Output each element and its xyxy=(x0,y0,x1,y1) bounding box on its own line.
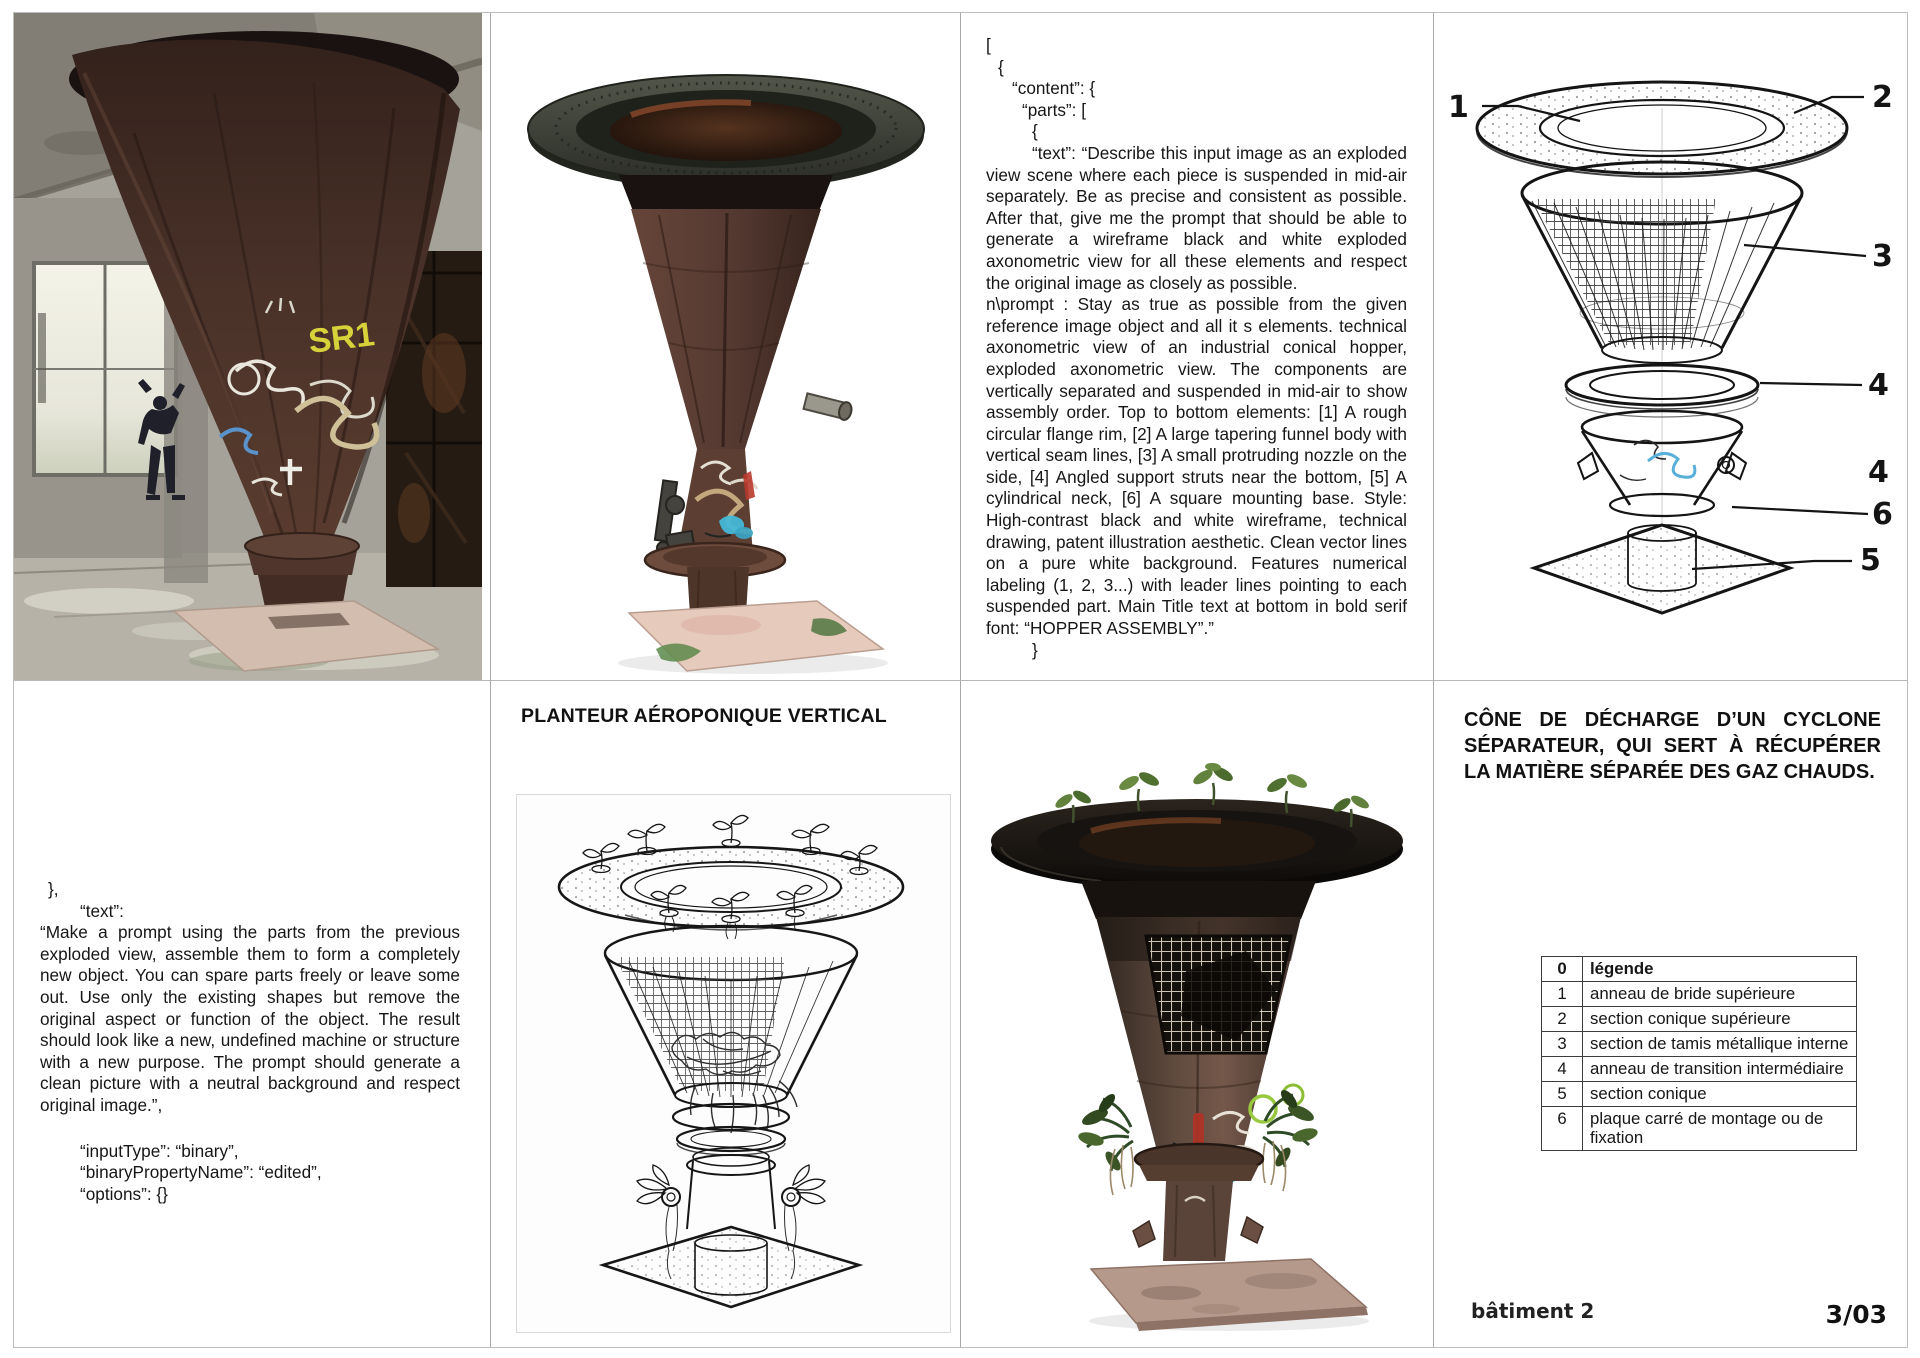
legend-row-number: 2 xyxy=(1542,1007,1583,1032)
planteur-drawing-frame xyxy=(516,794,951,1333)
original-photo-illustration xyxy=(14,13,482,680)
legend-row xyxy=(1542,1107,1857,1151)
callout-4b: 4 xyxy=(1868,455,1889,490)
planter-base-photo xyxy=(1089,1259,1369,1331)
page xyxy=(13,12,1908,1348)
callout-6: 6 xyxy=(1872,497,1893,532)
legend-header-number: 0 xyxy=(1542,957,1583,982)
json-line: “content”: { xyxy=(1012,78,1096,99)
json-line: “text”: xyxy=(80,900,124,921)
planter-collar xyxy=(1081,881,1316,919)
footer-page-number: 3/03 xyxy=(1825,1300,1887,1329)
legend-row-number: 4 xyxy=(1542,1057,1583,1082)
panel-planteur xyxy=(491,681,961,1347)
json-line: “parts”: [ xyxy=(1022,99,1086,120)
panel-planter-photo xyxy=(961,681,1434,1347)
json-line: } xyxy=(1032,639,1038,660)
base-plate xyxy=(618,601,888,674)
planteur-title: PLANTEUR AÉROPONIQUE VERTICAL xyxy=(521,705,887,727)
legend-row xyxy=(1542,1032,1857,1057)
legend-row xyxy=(1542,1082,1857,1107)
legend-row xyxy=(1542,1007,1857,1032)
planter-photo-illustration xyxy=(961,681,1433,1346)
panel-prompt-json xyxy=(961,13,1434,681)
json-line: “options”: {} xyxy=(80,1183,168,1204)
graffiti-tag-text: SR1 xyxy=(306,315,377,361)
legend-body xyxy=(1542,982,1857,1151)
legend-row xyxy=(1542,1057,1857,1082)
panel-cutout-photo xyxy=(491,13,961,681)
legend-row-label: plaque carré de montage ou de fixation xyxy=(1583,1107,1857,1151)
callout-2: 2 xyxy=(1872,80,1893,115)
assemble-json-text xyxy=(14,681,490,1205)
footer-building-label: bâtiment 2 xyxy=(1471,1299,1595,1323)
legend-row xyxy=(1542,982,1857,1007)
json-line: [ xyxy=(986,35,991,55)
cutout-photo-illustration xyxy=(491,13,960,680)
legend-row-number: 1 xyxy=(1542,982,1583,1007)
callout-3: 3 xyxy=(1872,239,1893,274)
prompt-paragraph-1: “text”: “Describe this input image as an exploded view scene where each piece is suspended in mid-air separately. Be as precise and consistent as possible. After that, give me the prompt that should be able to generate a wireframe black and white exploded axonometric view for all these elements and respect the original image as closely as possible. xyxy=(986,142,1407,293)
panel-exploded-view xyxy=(1434,13,1907,681)
prompt-json-text xyxy=(961,13,1433,661)
mesh-window xyxy=(1146,936,1291,1053)
callout-1: 1 xyxy=(1448,90,1469,125)
legend-row-label: section conique xyxy=(1583,1082,1857,1107)
legend-row-label: anneau de transition intermédiaire xyxy=(1583,1057,1857,1082)
callout-4a: 4 xyxy=(1868,368,1889,403)
prompt-paragraph-2: n\prompt : Stay as true as possible from the given reference image object and all it s elements. technical axonometric view of an industrial conical hopper, exploded axonometric view. The components are vertically separated and suspended in mid-air to show assembly order. Top to bottom elements: [1] A rough circular flange rim, [2] A large tapering funnel body with vertical seam lines, [3] A small protruding nozzle on the side, [4] Angled support struts near the bottom, [5] A cylindrical neck, [6] A square mounting base. Style: High-contrast black and white wireframe, technical drawing, patent illustration aesthetic. Clean vector lines on a pure white background. Features numerical labeling (1, 2, 3...) with leader lines pointing to each suspended part. Main Title text at bottom in bold serif font: “HOPPER ASSEMBLY”.” xyxy=(986,294,1407,639)
cone-title: CÔNE DE DÉCHARGE D’UN CYCLONE SÉPARATEUR, QUI SERT À RÉCUPÉRER LA MATIÈRE SÉPARÉE DES GAZ CHAUDS. xyxy=(1464,709,1881,783)
legend-table xyxy=(1541,956,1857,1151)
legend-row-number: 3 xyxy=(1542,1032,1583,1057)
exploded-view-illustration xyxy=(1434,13,1906,680)
nozzle xyxy=(803,392,853,421)
callout-5: 5 xyxy=(1860,543,1881,578)
legend-header-label: légende xyxy=(1583,957,1857,982)
assemble-paragraph: “Make a prompt using the parts from the previous exploded view, assemble them to form a completely new object. You can spare parts freely or leave some out. Use only the existing shapes but remove the original aspect or function of the object. The result should look like a new, undefined machine or structure with a new purpose. The prompt should generate a clean picture with a neutral background and respect original image.”, xyxy=(40,922,460,1115)
cone-body xyxy=(631,209,821,449)
json-line: “binaryPropertyName”: “edited”, xyxy=(80,1162,322,1183)
legend-row-label: section de tamis métallique interne xyxy=(1583,1032,1857,1057)
flange xyxy=(528,75,924,190)
planteur-drawing xyxy=(517,795,950,1332)
legend-row-number: 6 xyxy=(1542,1107,1583,1151)
planter-base xyxy=(603,1227,859,1307)
planter-mesh-cone xyxy=(605,915,857,1133)
legend-row-number: 5 xyxy=(1542,1082,1583,1107)
json-line: { xyxy=(998,56,1004,77)
part-base xyxy=(1534,525,1790,613)
panel-cone-legend xyxy=(1434,681,1907,1347)
legend-header-row xyxy=(1542,957,1857,982)
panel-original-photo xyxy=(14,13,491,681)
json-line: “inputType”: “binary”, xyxy=(80,1140,239,1161)
legend-row-label: anneau de bride supérieure xyxy=(1583,982,1857,1007)
legend-row-label: section conique supérieure xyxy=(1583,1007,1857,1032)
json-line: }, xyxy=(48,879,59,899)
json-line: { xyxy=(1032,121,1038,142)
planter-neck-photo xyxy=(1133,1144,1263,1261)
planter-flange-photo xyxy=(991,799,1403,891)
panel-assemble-json xyxy=(14,681,491,1347)
collar xyxy=(619,175,833,211)
